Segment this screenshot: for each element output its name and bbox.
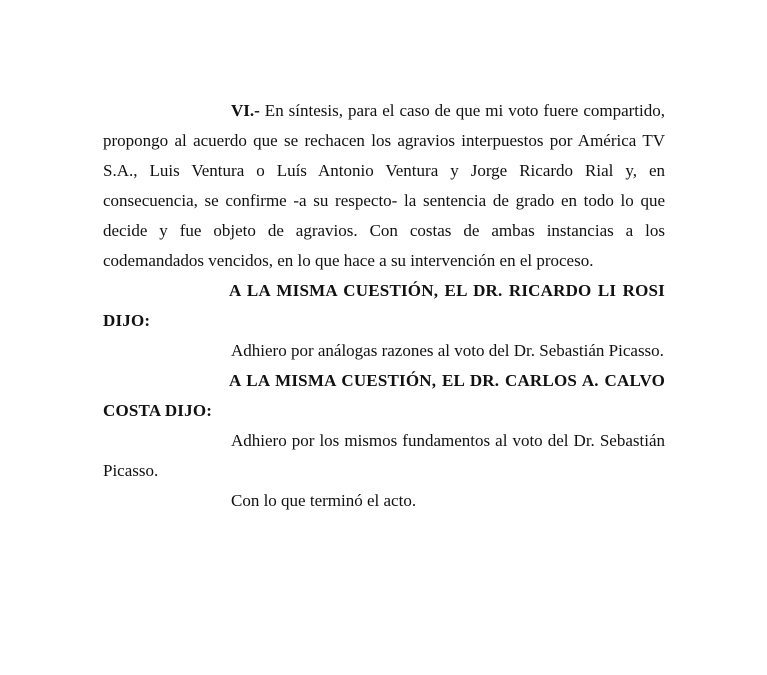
heading-li-rosi: A LA MISMA CUESTIÓN, EL DR. RICARDO LI ROSI DIJO:: [103, 281, 665, 330]
heading-calvo-costa: A LA MISMA CUESTIÓN, EL DR. CARLOS A. CALVO COSTA DIJO:: [103, 371, 665, 420]
paragraph-vote-calvo-costa: Adhiero por los mismos fundamentos al voto del Dr. Sebastián Picasso.: [103, 431, 665, 480]
paragraph-closing: Con lo que terminó el acto.: [231, 491, 417, 510]
document-text-block: [103, 96, 665, 516]
paragraph-section-vi-text: En síntesis, para el caso de que mi voto fuere compartido, propongo al acuerdo que se rechacen los agravios interpuestos por América TV S.A., Luis Ventura o Luís Antonio Ventura y Jorge Ricardo Rial y, en consecuencia, se confirme -a su respecto- la sentencia de grado en todo lo que decide y fue objeto de agravios. Con costas de ambas instancias a los codemandados vencidos, en lo que hace a su intervención en el proceso.: [103, 101, 665, 270]
paragraph-vote-li-rosi: Adhiero por análogas razones al voto del Dr. Sebastián Picasso.: [231, 341, 664, 360]
section-number-marker: VI.-: [231, 101, 260, 120]
paragraph-section-vi: [103, 96, 665, 276]
